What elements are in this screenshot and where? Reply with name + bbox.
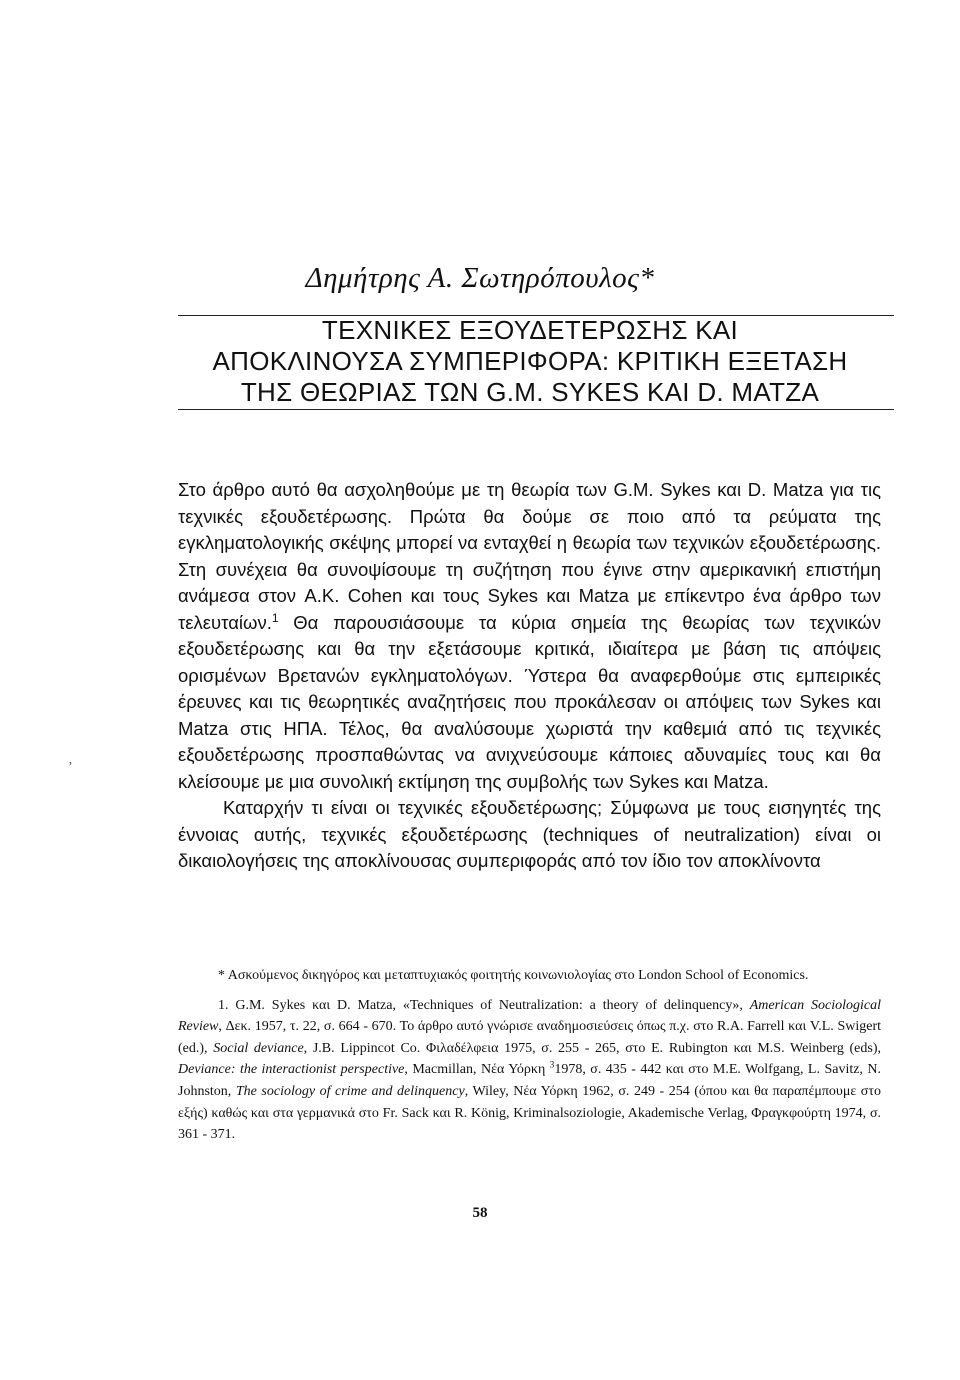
title-line-1: ΤΕΧΝΙΚΕΣ ΕΞΟΥΔΕΤΕΡΩΣΗΣ ΚΑΙ — [321, 315, 739, 345]
title-line-3: ΤΗΣ ΘΕΩΡΙΑΣ ΤΩΝ G.M. SYKES ΚΑΙ D. ΜΑΤΖΑ — [240, 377, 820, 407]
footnote-1-text-c: , J.B. Lippincot Co. Φιλαδέλφεια 1975, σ. 255 - 265, στο E. Rubington και M.S. Weinberg (eds), — [303, 1040, 881, 1056]
paragraph-1 — [178, 477, 881, 795]
title-line-2: ΑΠΟΚΛΙΝΟΥΣΑ ΣΥΜΠΕΡΙΦΟΡΑ: ΚΡΙΤΙΚΗ ΕΞΕΤΑΣΗ — [212, 346, 848, 376]
footnote-1-text-f: , Wiley, Νέα Υόρκη 1962, σ. 249 - 254 (όπου και θα παραπέμπουμε στο εξής) καθώς και στα γερμανικά στο Fr. Sack και R. König, Kriminalsoziologie, Akademische Verlag, Φραγκφούρτη 1974, σ. 361 - 371. — [178, 1083, 881, 1143]
body-text — [178, 477, 881, 875]
footnote-1-journal: American Sociological Review — [178, 997, 882, 1035]
footnote-1-book-1: Social deviance — [213, 1040, 304, 1056]
footnote-1 — [178, 995, 881, 1146]
footnotes — [178, 965, 881, 1146]
footnote-1-text-a: 1. G.M. Sykes και D. Matza, «Techniques of Neutralization: a theory of delinquency», — [218, 997, 750, 1013]
margin-mark: ʼ — [68, 760, 73, 775]
paragraph-2: Καταρχήν τι είναι οι τεχνικές εξουδετέρωσης; Σύμφωνα με τους εισηγητές της έννοιας αυτής, τεχνικές εξουδετέρωσης (techniques of neutralization) είναι οι δικαιολογήσεις της αποκλίνουσας συμπεριφοράς από τον ίδιο τον αποκλίνοντα — [178, 797, 881, 871]
paragraph-1-text-b: Θα παρουσιάσουμε τα κύρια σημεία της θεωρίας των τεχνικών εξουδετέρωσης και θα την εξετάσουμε κριτικά, ιδιαίτερα με βάση τις απόψεις ορισμένων Βρετανών εγκληματολόγων. Ύστερα θα αναφερθούμε στις εμπειρικές έρευνες και τις θεωρητικές αναζητήσεις που προκάλεσαν οι απόψεις των Sykes και Matza στις ΗΠΑ. Τέλος, θα αναλύσουμε χωριστά την καθεμιά από τις τεχνικές εξουδετέρωσης προσπαθώντας να ανιχνεύσουμε κάποιες αδυναμίες τους και θα κλείσουμε με μια συνολική εκτίμηση της συμβολής των Sykes και Matza. — [178, 611, 881, 792]
footnote-1-book-3: The sociology of crime and delinquency — [235, 1083, 465, 1099]
footnote-1-edition-sup: 3 — [549, 1059, 555, 1070]
article-title — [160, 315, 900, 408]
footnote-1-text-b: , Δεκ. 1957, τ. 22, σ. 664 - 670. Το άρθρο αυτό γνώρισε αναδημοσιεύσεις όπως π.χ. στο R.A. Farrell και V.L. Swigert (ed.), — [178, 1019, 881, 1056]
title-rule-bottom — [178, 409, 894, 410]
author-name: Δημήτρης Α. Σωτηρόπουλος* — [305, 262, 655, 294]
footnote-1-text-e: 1978, σ. 435 - 442 και στο M.E. Wolfgang, L. Savitz, N. Johnston, — [178, 1062, 882, 1099]
paragraph-1-text-a: Στο άρθρο αυτό θα ασχοληθούμε με τη θεωρία των G.M. Sykes και D. Matza για τις τεχνικές εξουδετέρωσης. Πρώτα θα δούμε σε ποιο από τα ρεύματα της εγκληματολογικής σκέψης μπορεί να ενταχθεί η θεωρία των τεχνικών εξουδετέρωσης. Στη συνέχεια θα συνοψίσουμε τη συζήτηση που έγινε στην αμερικανική επιστήμη ανάμεσα στον A.K. Cohen και τους Sykes και Matza με επίκεντρο ένα άρθρο των τελευταίων. — [178, 479, 881, 633]
footnote-ref-1: 1 — [271, 610, 279, 625]
footnote-star: * Ασκούμενος δικηγόρος και μεταπτυχιακός φοιτητής κοινωνιολογίας στο London School of Economics. — [218, 968, 809, 983]
footnote-1-book-2: Deviance: the interactionist perspective — [178, 1062, 405, 1078]
page-number: 58 — [472, 1205, 488, 1221]
footnote-1-text-d: , Macmillan, Νέα Υόρκη — [404, 1062, 550, 1078]
